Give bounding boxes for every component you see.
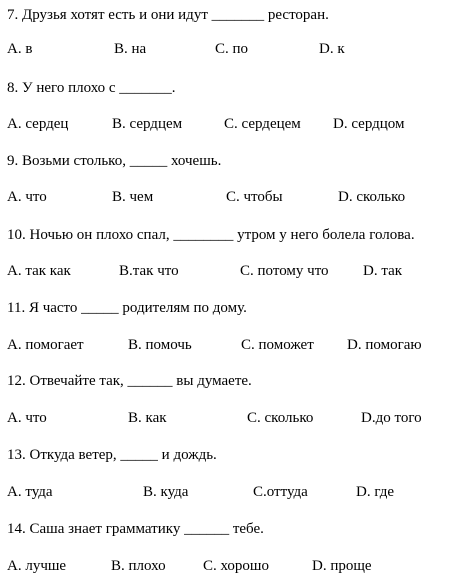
question-9-option-d: D. сколько [338,189,406,205]
question-12-option-a: A. что [7,410,47,426]
question-13-text: 13. Откуда ветер, _____ и дождь. [7,447,217,463]
question-12-option-c: C. сколько [247,410,314,426]
question-12-text: 12. Отвечайте так, ______ вы думаете. [7,373,252,389]
question-11-option-d: D. помогаю [347,337,422,353]
question-7-option-b: B. на [114,41,147,57]
question-10-option-b: B.так что [119,263,179,279]
question-9-option-c: C. чтобы [226,189,283,205]
question-13-option-a: A. туда [7,484,53,500]
question-11-option-c: C. поможет [241,337,314,353]
question-14-option-d: D. проще [312,558,372,574]
question-8-option-d: D. сердцом [333,116,405,132]
question-10-option-a: A. так как [7,263,71,279]
question-11-option-a: A. помогает [7,337,84,353]
question-7-option-a: A. в [7,41,33,57]
question-7-text: 7. Друзья хотят есть и они идут _______ ресторан. [7,7,329,23]
question-11-text: 11. Я часто _____ родителям по дому. [7,300,247,316]
question-12-option-d: D.до того [361,410,422,426]
question-13-option-c: C.оттуда [253,484,308,500]
question-7-option-d: D. к [319,41,345,57]
question-13-option-d: D. где [356,484,395,500]
question-14-text: 14. Саша знает грамматику ______ тебе. [7,521,264,537]
question-12-option-b: B. как [128,410,167,426]
question-11-option-b: B. помочь [128,337,192,353]
question-9-text: 9. Возьми столько, _____ хочешь. [7,153,222,169]
question-9-option-a: A. что [7,189,47,205]
question-9-option-b: B. чем [112,189,154,205]
question-10-option-d: D. так [363,263,403,279]
question-8-option-b: B. сердцем [112,116,183,132]
question-7-option-c: C. по [215,41,249,57]
question-13-option-b: B. куда [143,484,189,500]
question-14-option-b: B. плохо [111,558,166,574]
question-14-option-c: C. хорошо [203,558,269,574]
question-8-option-a: A. сердец [7,116,69,132]
question-8-text: 8. У него плохо с _______. [7,80,176,96]
question-8-option-c: C. сердецем [224,116,301,132]
question-10-text: 10. Ночью он плохо спал, ________ утром у него болела голова. [7,227,415,243]
question-14-option-a: A. лучше [7,558,67,574]
question-10-option-c: C. потому что [240,263,329,279]
